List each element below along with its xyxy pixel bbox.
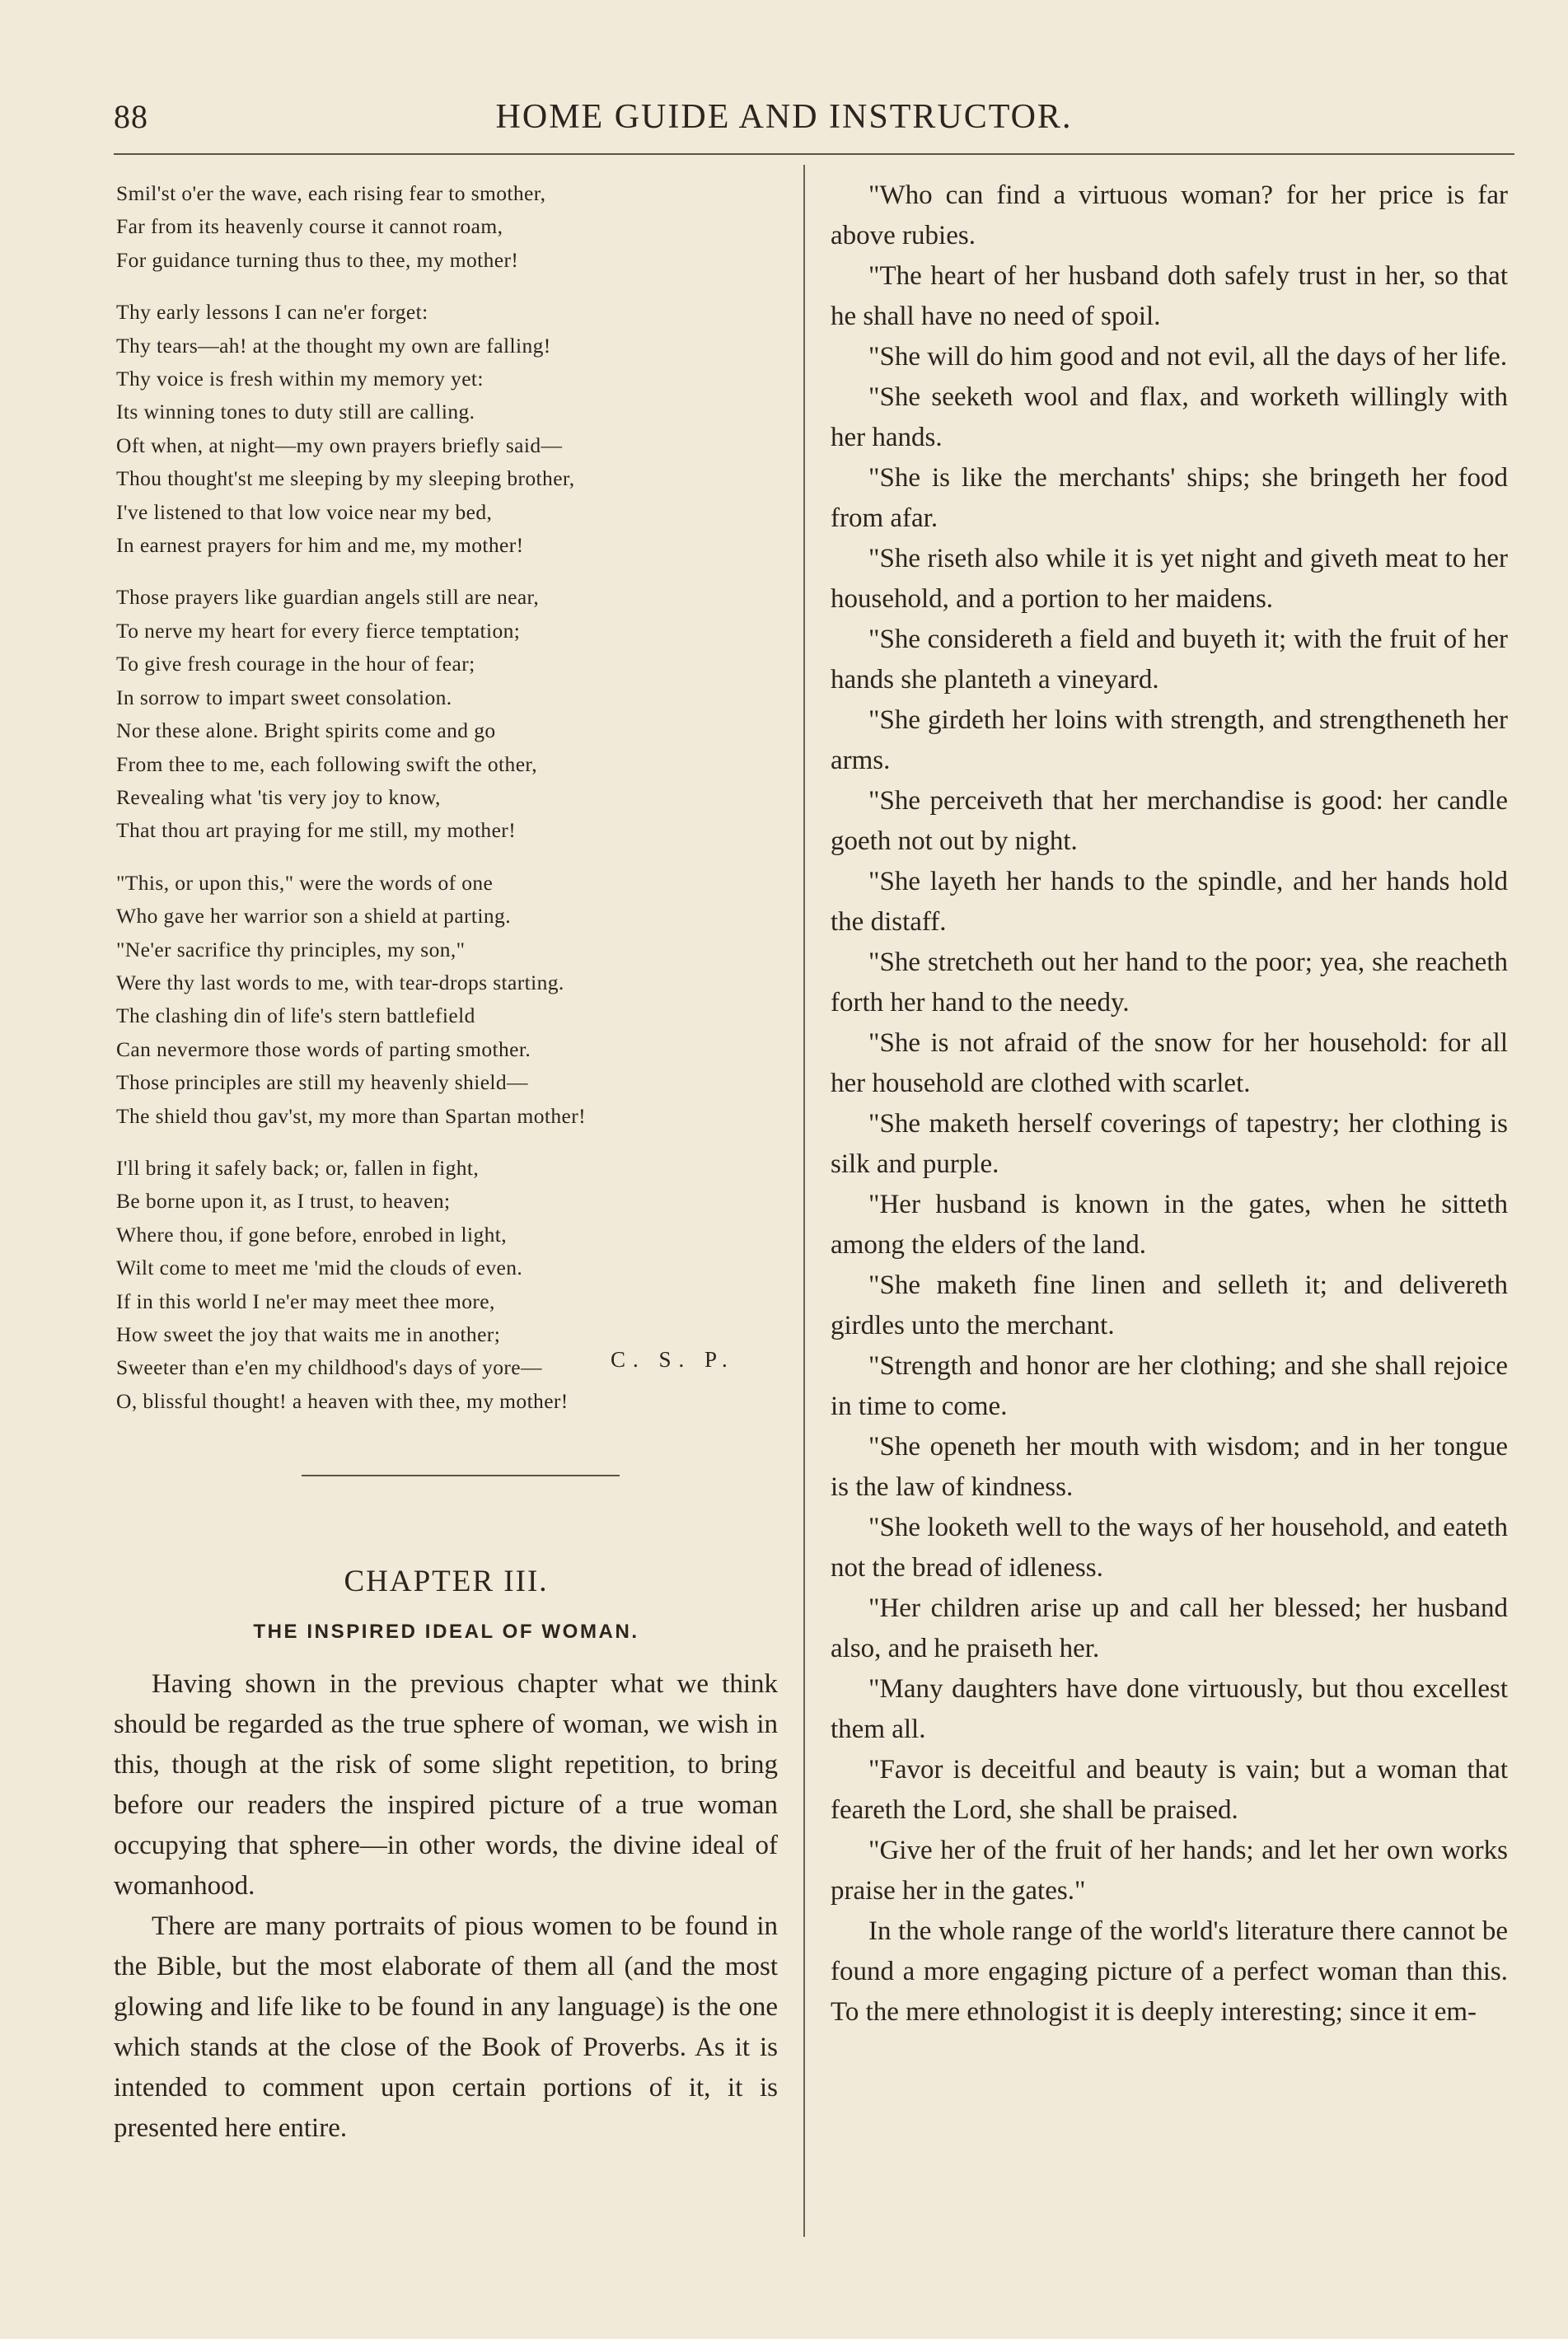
poem-line: Can nevermore those words of parting smother.	[116, 1036, 531, 1061]
verse-paragraph: "She openeth her mouth with wisdom; and in her tongue is the law of kindness.	[831, 1432, 1508, 1502]
verse-paragraph: "She perceiveth that her merchandise is good: her candle goeth not out by night.	[831, 786, 1508, 856]
poem-line: Were thy last words to me, with tear-drops starting.	[116, 970, 564, 994]
verse-paragraph: "She is not afraid of the snow for her household: for all her household are clothed with scarlet.	[831, 1028, 1508, 1098]
verse-paragraph: "Strength and honor are her clothing; and she shall rejoice in time to come.	[831, 1351, 1508, 1421]
verse-paragraph: "She maketh fine linen and selleth it; and delivereth girdles unto the merchant.	[831, 1270, 1508, 1340]
verse-paragraph: "She is like the merchants' ships; she bringeth her food from afar.	[831, 463, 1508, 533]
poem-line: The clashing din of life's stern battlefield	[116, 1003, 475, 1028]
verse-paragraph: "She layeth her hands to the spindle, and her hands hold the distaff.	[831, 867, 1508, 937]
poem-line: Wilt come to meet me 'mid the clouds of even.	[116, 1256, 523, 1280]
verse-paragraph: "She maketh herself coverings of tapestry; her clothing is silk and purple.	[831, 1109, 1508, 1179]
poem-line: Far from its heavenly course it cannot roam,	[116, 214, 503, 239]
chapter-body	[114, 1664, 778, 2149]
poem-line: For guidance turning thus to thee, my mother!	[116, 247, 519, 272]
poem-line: Be borne upon it, as I trust, to heaven;	[116, 1189, 451, 1214]
verse-paragraph: "Her children arise up and call her blessed; her husband also, and he praiseth her.	[831, 1593, 1508, 1663]
poem-stanza	[116, 581, 775, 847]
poem-signature: C. S. P.	[611, 1347, 735, 1372]
poem-line: How sweet the joy that waits me in another;	[116, 1322, 501, 1346]
paragraph: In the whole range of the world's literature there cannot be found a more engaging picture of a perfect woman than this. To the mere ethnologist it is deeply interesting; since it em-	[831, 1916, 1508, 2027]
poem-line: Those prayers like guardian angels still are near,	[116, 585, 540, 610]
right-column-body	[831, 175, 1508, 2033]
poem	[116, 177, 775, 1437]
poem-line: Those principles are still my heavenly shield—	[116, 1070, 528, 1095]
verse-paragraph: "She considereth a field and buyeth it; with the fruit of her hands she planteth a vineyard.	[831, 625, 1508, 695]
verse-paragraph: "She looketh well to the ways of her household, and eateth not the bread of idleness.	[831, 1513, 1508, 1583]
poem-line: From thee to me, each following swift the other,	[116, 751, 538, 776]
poem-line: Revealing what 'tis very joy to know,	[116, 784, 441, 809]
section-divider	[302, 1475, 620, 1476]
verse-paragraph: "Many daughters have done virtuously, but thou excellest them all.	[831, 1674, 1508, 1744]
poem-stanza	[116, 177, 775, 277]
poem-stanza	[116, 1152, 775, 1418]
verse-paragraph: "Favor is deceitful and beauty is vain; but a woman that feareth the Lord, she shall be praised.	[831, 1755, 1508, 1825]
poem-line: Its winning tones to duty still are calling.	[116, 400, 475, 424]
poem-line: In sorrow to impart sweet consolation.	[116, 685, 452, 709]
poem-line: I've listened to that low voice near my bed,	[116, 499, 493, 524]
verse-paragraph: "She girdeth her loins with strength, and strengtheneth her arms.	[831, 705, 1508, 775]
poem-line: To give fresh courage in the hour of fear;	[116, 652, 475, 676]
verse-paragraph: "She stretcheth out her hand to the poor; yea, she reacheth forth her hand to the needy.	[831, 947, 1508, 1017]
poem-line: Smil'st o'er the wave, each rising fear to smother,	[116, 181, 546, 205]
poem-line: To nerve my heart for every fierce temptation;	[116, 618, 521, 643]
poem-line: Thy voice is fresh within my memory yet:	[116, 367, 484, 391]
poem-line: That thou art praying for me still, my mother!	[116, 818, 517, 843]
poem-line: Where thou, if gone before, enrobed in light,	[116, 1222, 508, 1247]
poem-stanza	[116, 296, 775, 562]
poem-line: O, blissful thought! a heaven with thee, my mother!	[116, 1388, 569, 1413]
header-rule	[114, 153, 1514, 155]
poem-stanza	[116, 867, 775, 1133]
page-number: 88	[114, 98, 148, 135]
poem-line: Who gave her warrior son a shield at parting.	[116, 904, 511, 929]
poem-line: I'll bring it safely back; or, fallen in fight,	[116, 1155, 480, 1180]
poem-line: Sweeter than e'en my childhood's days of yore—	[116, 1355, 542, 1380]
poem-line: Thy early lessons I can ne'er forget:	[116, 300, 428, 325]
poem-line: Thy tears—ah! at the thought my own are falling!	[116, 333, 551, 358]
running-title: HOME GUIDE AND INSTRUCTOR.	[495, 98, 1073, 136]
verse-paragraph: "She riseth also while it is yet night and giveth meat to her household, and a portion to her maidens.	[831, 544, 1508, 614]
verse-paragraph: "She will do him good and not evil, all the days of her life.	[868, 342, 1508, 372]
column-divider	[803, 165, 805, 2237]
verse-paragraph: "Who can find a virtuous woman? for her price is far above rubies.	[831, 180, 1508, 250]
chapter-title: CHAPTER III.	[344, 1565, 549, 1598]
poem-line: Thou thought'st me sleeping by my sleeping brother,	[116, 466, 575, 491]
verse-paragraph: "Her husband is known in the gates, when he sitteth among the elders of the land.	[831, 1190, 1508, 1260]
verse-paragraph: "The heart of her husband doth safely trust in her, so that he shall have no need of spoil.	[831, 261, 1508, 331]
paragraph: Having shown in the previous chapter what we think should be regarded as the true sphere of woman, we wish in this, though at the risk of some slight repetition, to bring before our readers the inspired picture of a true woman occupying that sphere—in other words, the divine ideal of womanhood.	[114, 1669, 778, 1901]
poem-line: Nor these alone. Bright spirits come and go	[116, 718, 496, 743]
paragraph: There are many portraits of pious women to be found in the Bible, but the most elaborate of them all (and the most glowing and life like to be found in any language) is the one which stands at the close of the Book of Proverbs. As it is intended to comment upon certain portions of it, it is presented here entire.	[114, 1911, 778, 2143]
verse-paragraph: "Give her of the fruit of her hands; and let her own works praise her in the gates."	[831, 1836, 1508, 1906]
poem-line: In earnest prayers for him and me, my mother!	[116, 533, 524, 558]
poem-line: The shield thou gav'st, my more than Spartan mother!	[116, 1103, 586, 1128]
poem-line: "This, or upon this," were the words of one	[116, 870, 494, 895]
poem-line: "Ne'er sacrifice thy principles, my son,"	[116, 937, 466, 961]
verse-paragraph: "She seeketh wool and flax, and worketh willingly with her hands.	[831, 382, 1508, 452]
poem-line: Oft when, at night—my own prayers briefly said—	[116, 433, 563, 457]
poem-line: If in this world I ne'er may meet thee more,	[116, 1289, 495, 1313]
chapter-subtitle: THE INSPIRED IDEAL OF WOMAN.	[253, 1621, 639, 1643]
